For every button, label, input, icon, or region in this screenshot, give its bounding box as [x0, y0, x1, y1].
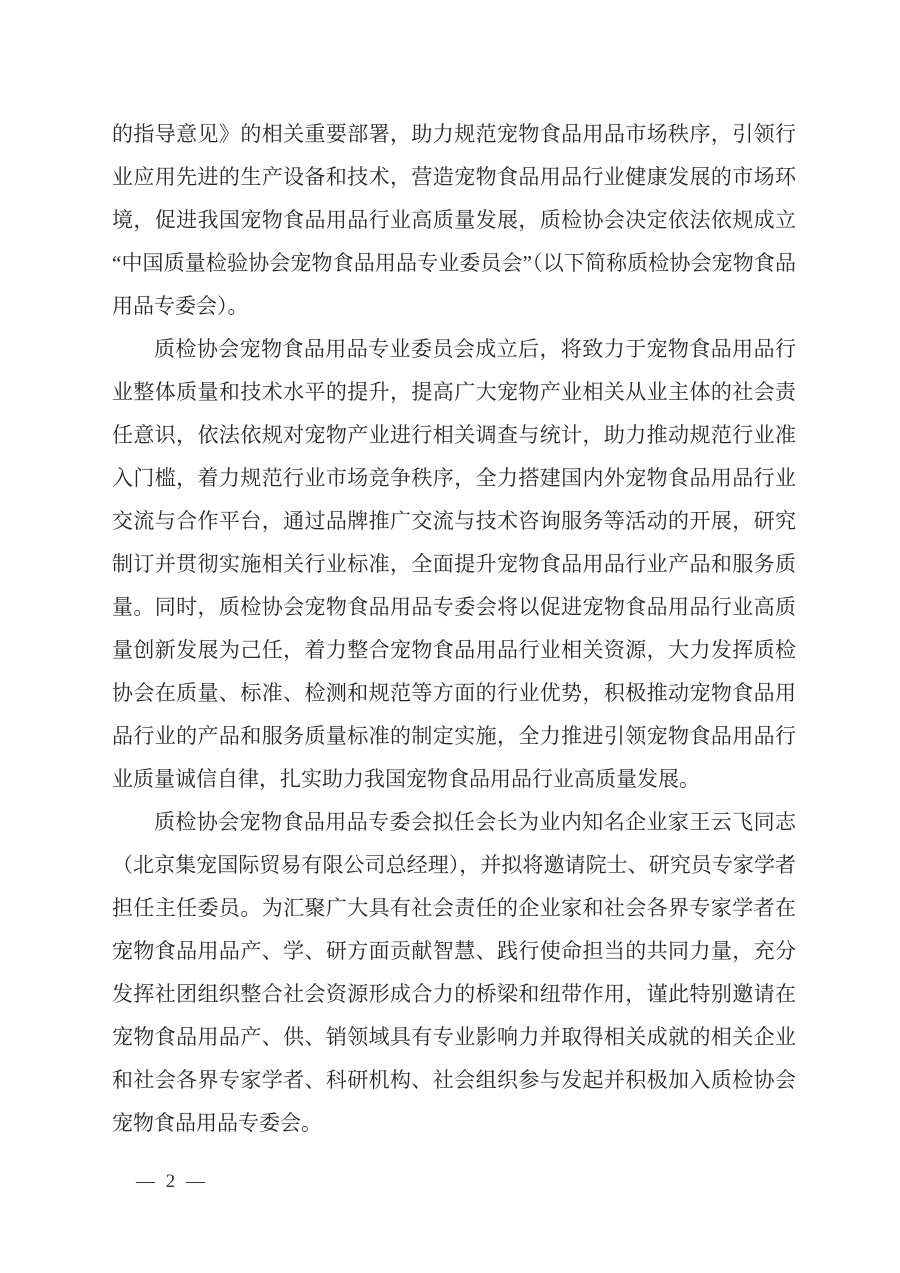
page-number: — 2 —	[136, 1171, 208, 1192]
paragraph-continuation: 的指导意见》的相关重要部署，助力规范宠物食品用品市场秩序，引领行业应用先进的生产设备和技术，营造宠物食品用品行业健康发展的市场环境，促进我国宠物食品用品行业高质量发展，质检协会决定依法依规成立“中国质量检验协会宠物食品用品专业委员会”（以下简称质检协会宠物食品用品专委会）。	[112, 122, 796, 318]
paragraph-chairman-invitation: 质检协会宠物食品用品专委会拟任会长为业内知名企业家王云飞同志（北京集宠国际贸易有限公司总经理），并拟将邀请院士、研究员专家学者担任主任委员。为汇聚广大具有社会责任的企业家和社会各界专家学者在宠物食品用品产、学、研方面贡献智慧、践行使命担当的共同力量，充分发挥社团组织整合社会资源形成合力的桥梁和纽带作用，谨此特别邀请在宠物食品用品产、供、销领域具有专业影响力并取得相关成就的相关企业和社会各界专家学者、科研机构、社会组织参与发起并积极加入质检协会宠物食品用品专委会。	[112, 810, 796, 1135]
paragraph-committee-mission: 质检协会宠物食品用品专业委员会成立后，将致力于宠物食品用品行业整体质量和技术水平的提升，提高广大宠物产业相关从业主体的社会责任意识，依法依规对宠物产业进行相关调查与统计，助力推动规范行业准入门槛，着力规范行业市场竞争秩序，全力搭建国内外宠物食品用品行业交流与合作平台，通过品牌推广交流与技术咨询服务等活动的开展，研究制订并贯彻实施相关行业标准，全面提升宠物食品用品行业产品和服务质量。同时，质检协会宠物食品用品专委会将以促进宠物食品用品行业高质量创新发展为己任，着力整合宠物食品用品行业相关资源，大力发挥质检协会在质量、标准、检测和规范等方面的行业优势，积极推动宠物食品用品行业的产品和服务质量标准的制定实施，全力推进引领宠物食品用品行业质量诚信自律，扎实助力我国宠物食品用品行业高质量发展。	[112, 337, 796, 791]
document-body	[112, 113, 796, 1145]
